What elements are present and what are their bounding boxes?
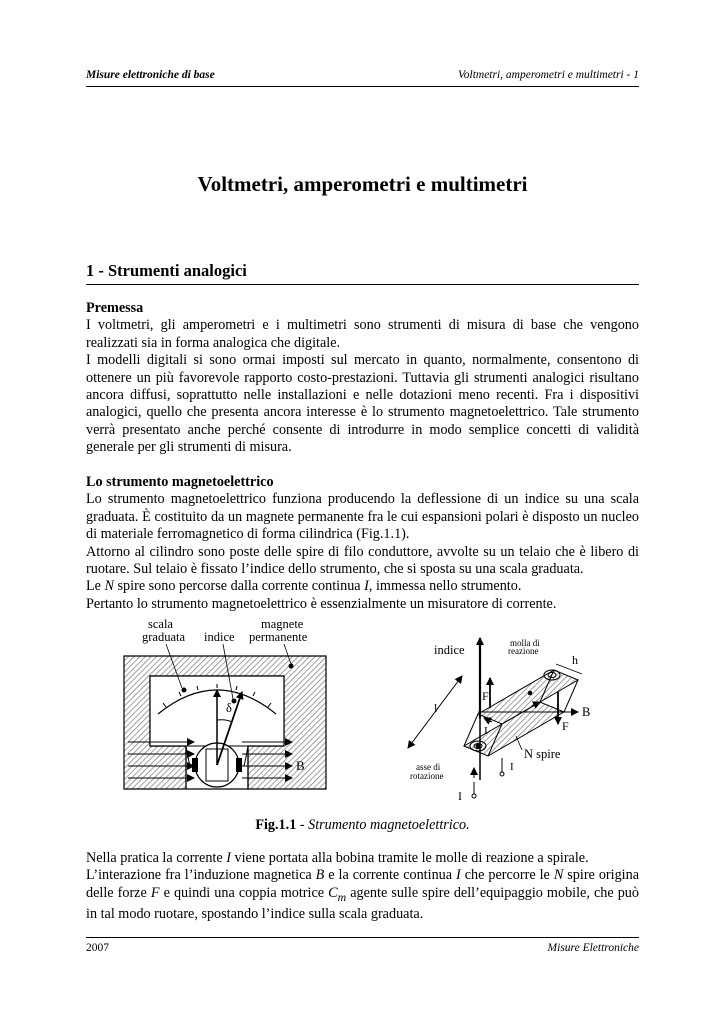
- pratica-paragraph-2: L’interazione fra l’induzione magnetica B e la corrente continua I che percorre le N spire origina delle forze F e quindi una coppia motrice $C_m$ agente sulle spire dell’equipaggio mobile, che può in tal modo ruotare, spostando l’indice sulla scala graduata.: [86, 867, 640, 923]
- footer-left: 2007: [86, 942, 109, 954]
- label-indice-right: indice: [434, 643, 465, 657]
- magneto-paragraph-1: Lo strumento magnetoelettrico funziona producendo la deflessione di un indice su una scala graduata. È costituito da un magnete permanente fra le cui espansioni polari è disposto un nucleo di materiale ferromagnetico di forma cilindrica (Fig.1.1).: [86, 491, 639, 543]
- label-molla-1: molla di: [510, 638, 540, 648]
- label-delta: δ: [226, 701, 232, 715]
- figure-1-1: [86, 608, 639, 813]
- label-indice: indice: [204, 630, 235, 644]
- label-asse-2: rotazione: [410, 771, 444, 781]
- figure-caption: Fig.1.1 - Strumento magnetoelettrico.: [255, 817, 470, 833]
- label-graduata: graduata: [142, 630, 186, 644]
- premessa-heading: Premessa: [86, 300, 144, 316]
- document-page: [86, 0, 639, 1024]
- label-nspire: N spire: [524, 747, 561, 761]
- instrument-diagram: [124, 617, 326, 789]
- label-f-top: F: [482, 689, 489, 703]
- premessa-paragraph-2: I modelli digitali si sono ormai imposti sul mercato in quanto, normalmente, consentono di ottenere un più favorevole rapporto costo-prestazioni. Tuttavia gli strumenti analogici risultano ancora diffusi, soprattutto nelle installazioni e nelle dotazioni meno recenti. Fra i dispositivi analogici, quello che presenta ancora interesse è lo strumento magnetoelettrico. Tale strumento verrà presentato anche perché consente di introdurre in modo semplice concetti di validità generale per gli strumenti di misura.: [86, 352, 639, 456]
- label-i-bottom: I: [458, 789, 462, 803]
- premessa-paragraph-1: I voltmetri, gli amperometri e i multimetri sono strumenti di misura di base che vengono realizzati sia in forma analogica che digitale.: [86, 317, 639, 351]
- section-heading: 1 - Strumenti analogici: [86, 261, 639, 285]
- running-header: [86, 68, 639, 87]
- label-i-mid: I: [484, 725, 488, 737]
- label-b-right: B: [582, 705, 591, 719]
- label-permanente: permanente: [249, 630, 308, 644]
- magneto-heading: Lo strumento magnetoelettrico: [86, 474, 274, 491]
- page-title: Voltmetri, amperometri e multimetri: [197, 172, 528, 196]
- label-b-left: B: [296, 758, 305, 773]
- footer-right: Misure Elettroniche: [547, 942, 639, 954]
- label-l: l: [434, 701, 438, 715]
- label-scala: scala: [148, 617, 173, 631]
- running-footer: [86, 937, 639, 958]
- coil-diagram: [408, 638, 590, 803]
- label-f-bottom: F: [562, 719, 569, 733]
- header-left: Misure elettroniche di base: [86, 69, 215, 81]
- label-molla-2: reazione: [508, 646, 539, 656]
- magneto-paragraph-4: Pertanto lo strumento magnetoelettrico è essenzialmente un misuratore di corrente.: [86, 595, 557, 612]
- label-i-right: I: [556, 703, 560, 715]
- label-i-terminal: I: [510, 761, 514, 773]
- pratica-line-1: Nella pratica la corrente I viene portata alla bobina tramite le molle di reazione a spirale.: [86, 850, 589, 866]
- magneto-paragraph-3: Le N spire sono percorse dalla corrente continua I, immessa nello strumento.: [86, 578, 522, 595]
- header-right: Voltmetri, amperometri e multimetri - 1: [458, 69, 639, 81]
- label-magnete: magnete: [261, 617, 304, 631]
- magneto-paragraph-2: Attorno al cilindro sono poste delle spire di filo conduttore, avvolte su un telaio che è libero di ruotare. Sul telaio è fissato l’indice dello strumento, che si sposta su una scala graduata.: [86, 543, 639, 578]
- label-asse-1: asse di: [416, 762, 441, 772]
- label-h: h: [572, 653, 578, 667]
- pratica-block: [86, 850, 639, 923]
- premessa-block: [86, 300, 639, 613]
